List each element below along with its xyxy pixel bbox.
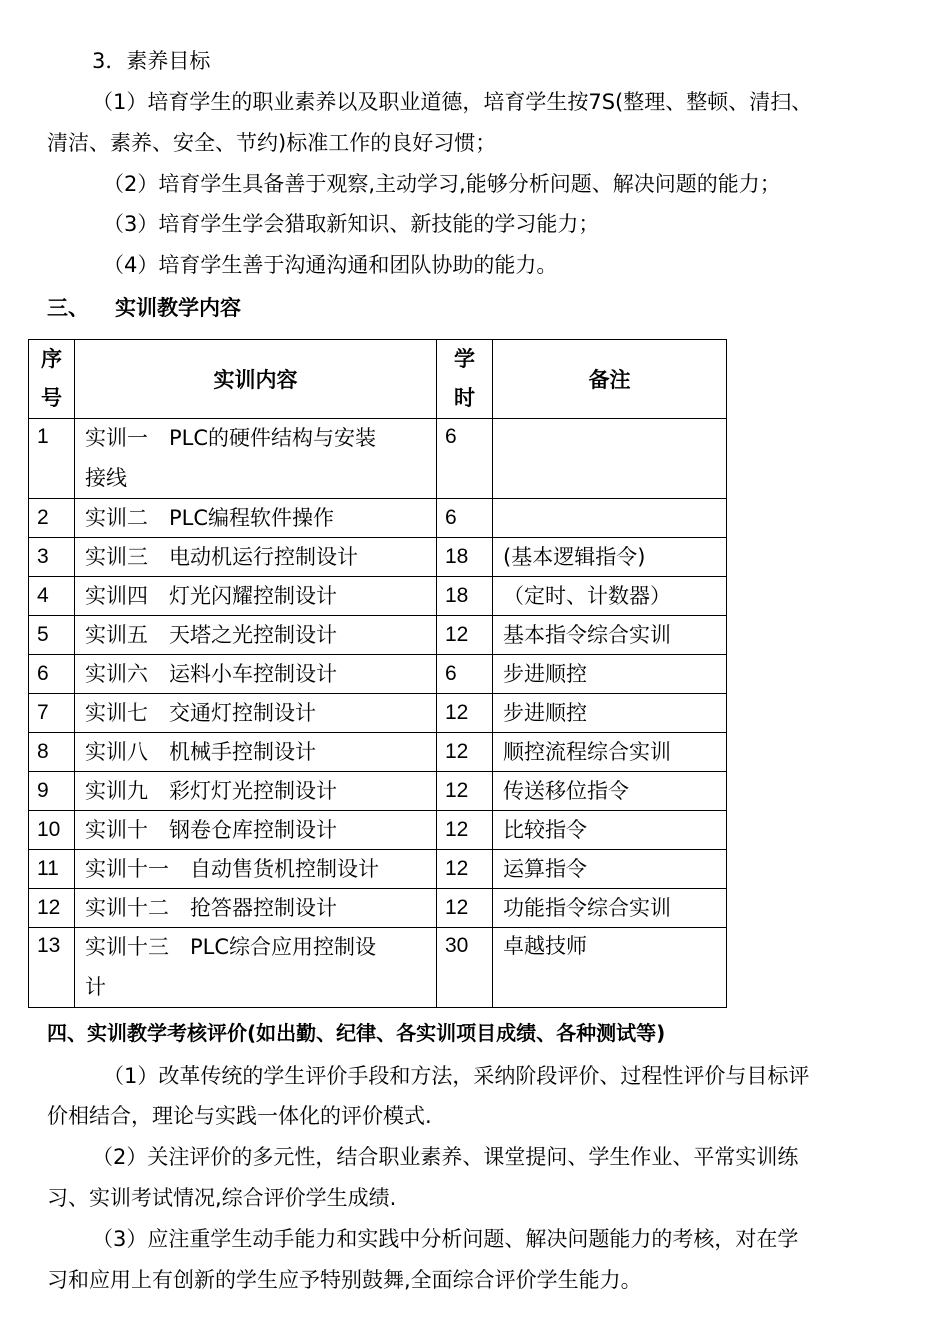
table-row — [29, 499, 727, 538]
row-hours: 30 — [445, 934, 469, 957]
row-content-line1: 实训八 机械手控制设计 — [85, 740, 316, 764]
row-content-line1: 实训十 钢卷仓库控制设计 — [85, 818, 337, 842]
goal-item-1-line2: 清洁、素养、安全、节约)标准工作的良好习惯； — [47, 131, 497, 155]
row-content-line2: 接线 — [85, 465, 127, 490]
row-note: 功能指令综合实训 — [503, 896, 671, 920]
row-hours: 12 — [445, 857, 469, 880]
section-three-title: 实训教学内容 — [115, 296, 241, 320]
row-seq: 4 — [37, 584, 49, 607]
row-seq: 2 — [37, 506, 49, 529]
row-seq: 5 — [37, 623, 49, 646]
row-note: 卓越技师 — [503, 934, 587, 958]
row-seq: 11 — [37, 857, 59, 880]
row-hours: 12 — [445, 818, 469, 841]
row-note: 步进顺控 — [503, 701, 587, 725]
table-row — [29, 811, 727, 850]
row-content-line1: 实训十二 抢答器控制设计 — [85, 896, 337, 920]
row-content-line1: 实训七 交通灯控制设计 — [85, 701, 316, 725]
table-row — [29, 616, 727, 655]
eval-item-2-line2: 习、实训考试情况,综合评价学生成绩. — [47, 1186, 397, 1210]
row-seq: 10 — [37, 818, 61, 841]
goal-item-2: （2）培育学生具备善于观察,主动学习,能够分析问题、解决问题的能力； — [103, 172, 781, 196]
row-hours: 18 — [445, 545, 469, 568]
header-content: 实训内容 — [75, 340, 437, 419]
row-hours: 6 — [445, 425, 457, 448]
eval-item-3-line2: 习和应用上有创新的学生应予特别鼓舞,全面综合评价学生能力。 — [47, 1268, 642, 1292]
table-row — [29, 733, 727, 772]
row-content-line2: 计 — [85, 974, 106, 999]
course-table — [28, 339, 727, 1008]
row-note: 传送移位指令 — [503, 779, 629, 803]
row-hours: 6 — [445, 506, 457, 529]
table-row — [29, 850, 727, 889]
eval-item-1-line2: 价相结合，理论与实践一体化的评价模式. — [47, 1104, 432, 1128]
goal-item-1-line1: （1）培育学生的职业素养以及职业道德，培育学生按7S(整理、整顿、清扫、 — [92, 90, 813, 114]
row-content-line1: 实训二 PLC编程软件操作 — [85, 506, 335, 530]
section-four-heading: 四、实训教学考核评价(如出勤、纪律、各实训项目成绩、各种测试等) — [47, 1021, 666, 1045]
table-row — [29, 577, 727, 616]
row-seq: 7 — [37, 701, 49, 724]
table-row — [29, 655, 727, 694]
table-row — [29, 419, 727, 499]
eval-item-1-line1: （1）改革传统的学生评价手段和方法，采纳阶段评价、过程性评价与目标评 — [103, 1064, 810, 1088]
row-seq: 3 — [37, 545, 49, 568]
table-row — [29, 772, 727, 811]
row-note: 基本指令综合实训 — [503, 623, 671, 647]
row-hours: 18 — [445, 584, 469, 607]
row-content-line1: 实训三 电动机运行控制设计 — [85, 545, 358, 569]
row-note: 运算指令 — [503, 857, 587, 881]
row-hours: 12 — [445, 779, 469, 802]
row-seq: 12 — [37, 896, 61, 919]
row-note: 步进顺控 — [503, 662, 587, 686]
header-hours-bottom: 时 — [454, 386, 475, 410]
row-seq: 13 — [37, 934, 61, 957]
row-content-line1: 实训十一 自动售货机控制设计 — [85, 857, 379, 881]
table-header-row — [29, 340, 727, 419]
eval-item-2-line1: （2）关注评价的多元性，结合职业素养、课堂提问、学生作业、平常实训练 — [92, 1145, 799, 1169]
eval-item-3-line1: （3）应注重学生动手能力和实践中分析问题、解决问题能力的考核，对在学 — [92, 1227, 799, 1251]
row-seq: 9 — [37, 779, 49, 802]
section-three-number: 三、 — [47, 296, 89, 320]
row-hours: 6 — [445, 662, 457, 685]
row-seq: 8 — [37, 740, 49, 763]
table-row — [29, 538, 727, 577]
table-row — [29, 928, 727, 1008]
header-seq-top: 序 — [41, 347, 62, 371]
row-content-line1: 实训四 灯光闪耀控制设计 — [85, 584, 337, 608]
header-seq-bottom: 号 — [41, 386, 62, 410]
row-hours: 12 — [445, 623, 469, 646]
header-note: 备注 — [493, 340, 727, 419]
row-hours: 12 — [445, 896, 469, 919]
row-note: （定时、计数器） — [503, 584, 671, 608]
row-content-line1: 实训十三 PLC综合应用控制设 — [85, 935, 377, 959]
row-content-line1: 实训五 天塔之光控制设计 — [85, 623, 337, 647]
table-row — [29, 889, 727, 928]
row-content-line1: 实训六 运料小车控制设计 — [85, 662, 337, 686]
header-hours — [437, 340, 493, 419]
header-hours-top: 学 — [454, 347, 475, 371]
table-row — [29, 694, 727, 733]
goal-item-3: （3）培育学生学会猎取新知识、新技能的学习能力； — [103, 212, 600, 236]
row-seq: 1 — [37, 425, 49, 448]
goal-item-4: （4）培育学生善于沟通沟通和团队协助的能力。 — [103, 253, 558, 277]
header-seq — [29, 340, 75, 419]
row-note: 顺控流程综合实训 — [503, 740, 671, 764]
row-content-line1: 实训一 PLC的硬件结构与安装 — [85, 426, 377, 450]
row-hours: 12 — [445, 701, 469, 724]
row-hours: 12 — [445, 740, 469, 763]
row-note: 比较指令 — [503, 818, 587, 842]
row-seq: 6 — [37, 662, 49, 685]
row-content-line1: 实训九 彩灯灯光控制设计 — [85, 779, 337, 803]
section-3-heading: 3．素养目标 — [92, 49, 211, 73]
row-note: (基本逻辑指令) — [503, 545, 646, 569]
